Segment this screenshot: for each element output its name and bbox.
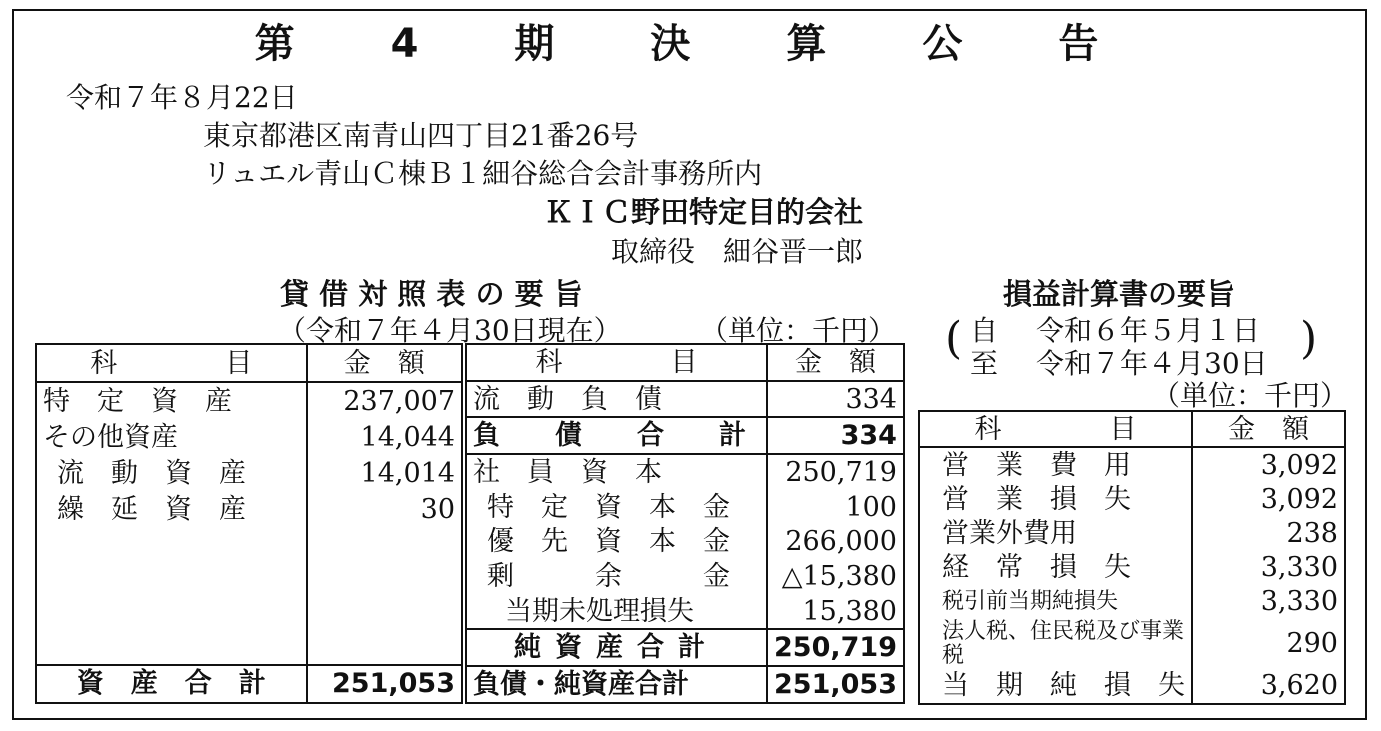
bs-heading: 貸 借 対 照 表 の 要 旨 — [280, 277, 583, 311]
grand-total-value: 251,053 — [767, 666, 904, 703]
table-row — [466, 525, 904, 560]
equity-total-label: 純資産合計 — [466, 629, 767, 666]
bs-assets-amount-header: 金 額 — [307, 344, 463, 382]
right-paren: ) — [1300, 313, 1318, 364]
table-row — [36, 456, 462, 492]
pl-amount-header: 金 額 — [1192, 411, 1345, 447]
table-row — [466, 594, 904, 630]
row-value: 14,044 — [307, 419, 463, 455]
table-row — [919, 619, 1345, 669]
total-row — [466, 417, 904, 454]
row-value: 266,000 — [767, 525, 904, 560]
row-label: 流 動 負 債 — [466, 381, 767, 418]
pl-heading: 損益計算書の要旨 — [1003, 277, 1236, 311]
pl-to-date: 令和７年４月30日 — [1036, 347, 1268, 380]
row-value: 237,007 — [307, 382, 463, 419]
bs-assets-table — [35, 343, 463, 704]
row-label: 当 期 純 損 失 — [919, 669, 1192, 704]
row-value: 3,620 — [1192, 669, 1345, 704]
row-value: 14,014 — [307, 456, 463, 492]
bs-assets-item-header: 科 目 — [36, 344, 307, 382]
total-row — [36, 665, 462, 703]
table-row — [466, 381, 904, 418]
representative: 取締役 細谷晋一郎 — [610, 235, 863, 268]
pl-unit: （単位：千円） — [1152, 379, 1349, 412]
row-value: 238 — [1192, 517, 1345, 551]
row-label: 営業外費用 — [919, 517, 1192, 551]
row-label: 社 員 資 本 — [466, 454, 767, 490]
row-value: 3,330 — [1192, 551, 1345, 585]
row-value: 334 — [767, 381, 904, 418]
row-label: 特 定 資 産 — [36, 382, 307, 419]
notice-date: 令和７年８月22日 — [66, 81, 298, 114]
assets-total-value: 251,053 — [307, 665, 463, 703]
table-row — [919, 669, 1345, 704]
pl-table — [918, 410, 1346, 705]
row-label: 流 動 資 産 — [36, 456, 307, 492]
row-value: 3,092 — [1192, 482, 1345, 516]
pl-to-label: 至 — [970, 347, 999, 380]
liabilities-total-value: 334 — [767, 417, 904, 454]
pl-from-label: 自 — [970, 314, 999, 347]
bs-liab-item-header: 科 目 — [466, 344, 767, 381]
total-row — [466, 629, 904, 666]
row-label: 繰 延 資 産 — [36, 492, 307, 528]
assets-total-label: 資 産 合 計 — [36, 665, 307, 703]
row-value: 30 — [307, 492, 463, 528]
left-paren: ( — [945, 313, 963, 364]
bs-as-of: （令和７年４月30日現在） — [278, 314, 622, 347]
table-row — [466, 454, 904, 490]
row-label: その他資産 — [36, 419, 307, 455]
table-row — [36, 419, 462, 455]
company-name: ＫＩＣ野田特定目的会社 — [543, 195, 863, 229]
row-value: 250,719 — [767, 454, 904, 490]
liabilities-total-label: 負 債 合 計 — [466, 417, 767, 454]
row-label: 法人税、住民税及び事業税 — [919, 619, 1192, 669]
address-line-2: リュエル青山Ｃ棟Ｂ１細谷総合会計事務所内 — [203, 157, 763, 190]
bs-unit: （単位：千円） — [700, 314, 897, 347]
row-value: △15,380 — [767, 559, 904, 594]
row-label: 優 先 資 本 金 — [466, 525, 767, 560]
table-row — [466, 559, 904, 594]
row-label: 営 業 費 用 — [919, 447, 1192, 482]
equity-total-value: 250,719 — [767, 629, 904, 666]
table-row — [36, 382, 462, 419]
row-value: 290 — [1192, 619, 1345, 669]
grand-total-label: 負債・純資産合計 — [466, 666, 767, 703]
row-value: 15,380 — [767, 594, 904, 630]
table-row — [466, 490, 904, 525]
table-row — [919, 447, 1345, 482]
table-row — [919, 482, 1345, 516]
table-row — [919, 517, 1345, 551]
pl-item-header: 科 目 — [919, 411, 1192, 447]
row-label: 特 定 資 本 金 — [466, 490, 767, 525]
row-label: 当期未処理損失 — [466, 594, 767, 630]
row-label: 営 業 損 失 — [919, 482, 1192, 516]
pl-from-date: 令和６年５月１日 — [1036, 314, 1261, 347]
row-label: 剰 余 金 — [466, 559, 767, 594]
bs-liabilities-table — [465, 343, 905, 704]
row-value: 100 — [767, 490, 904, 525]
row-value: 3,330 — [1192, 585, 1345, 619]
row-label: 税引前当期純損失 — [919, 585, 1192, 619]
row-value: 3,092 — [1192, 447, 1345, 482]
table-row — [919, 551, 1345, 585]
table-row — [919, 585, 1345, 619]
table-row — [36, 492, 462, 528]
address-line-1: 東京都港区南青山四丁目21番26号 — [203, 119, 639, 152]
notice-title: 第 4 期 決 算 公 告 — [254, 21, 1127, 67]
total-row — [466, 666, 904, 703]
bs-liab-amount-header: 金 額 — [767, 344, 904, 381]
row-label: 経 常 損 失 — [919, 551, 1192, 585]
